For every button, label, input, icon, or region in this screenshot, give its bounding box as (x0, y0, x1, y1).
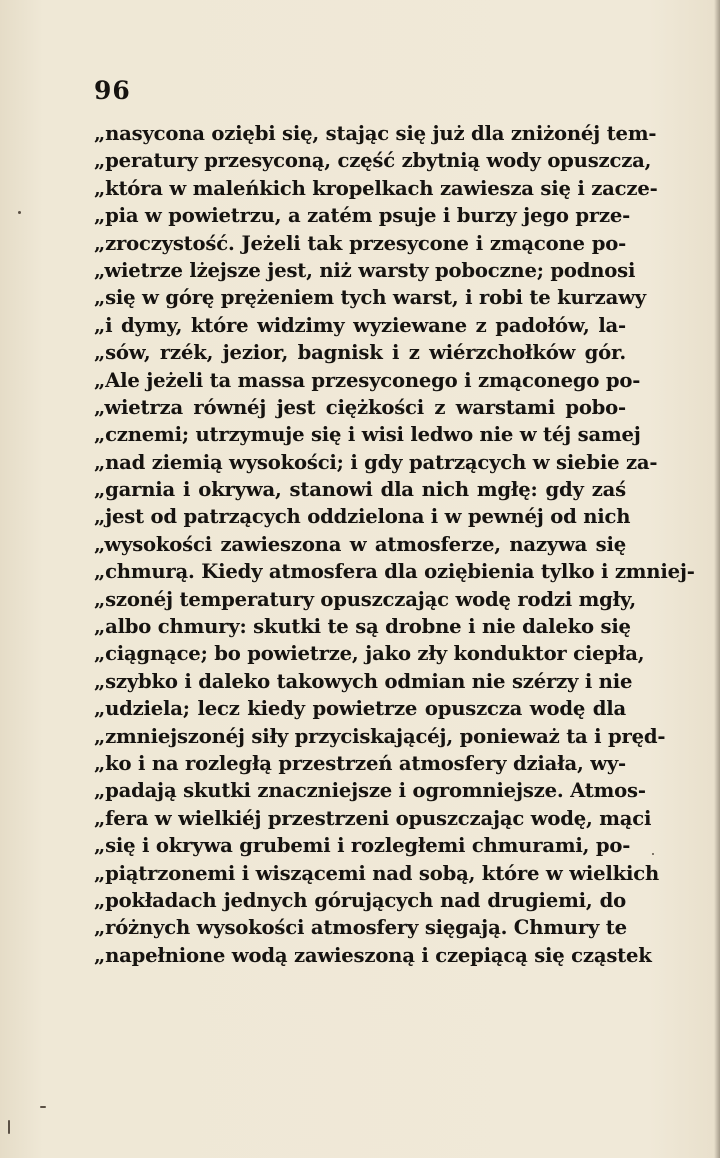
text-line: „zmniejszonéj siły przyciskającéj, ponieważ ta i pręd- (94, 724, 666, 748)
text-line: „nasycona oziębi się, stając się już dla zniżonéj tem- (94, 122, 657, 145)
text-line: „ko i na rozległą przestrzeń atmosfery działa, wy- (94, 751, 626, 775)
text-line: „chmurą. Kiedy atmosfera dla oziębienia tylko i zmniej- (94, 560, 695, 584)
text-line: „się w górę prężeniem tych warst, i robi te kurzawy (94, 286, 646, 310)
page-number: 96 (94, 76, 131, 105)
text-line: „jest od patrzących oddzielona i w pewnéj od nich (94, 505, 631, 529)
text-line: „pokładach jednych górujących nad drugiemi, do (94, 888, 626, 912)
paper-speck (652, 853, 654, 855)
text-line: „fera w wielkiéj przestrzeni opuszczając wodę, mąci (94, 806, 652, 830)
body-text (94, 120, 695, 969)
paper-speck (18, 211, 21, 214)
paper-speck (40, 1106, 46, 1108)
text-line: „peratury przesyconą, część zbytnią wody opuszcza, (94, 149, 652, 173)
text-line: „się i okrywa grubemi i rozległemi chmurami, po- (94, 834, 631, 858)
text-line: „piątrzonemi i wiszącemi nad sobą, które w wielkich (94, 861, 660, 885)
text-line: „sów, rzék, jezior, bagnisk i z wiérzchołków gór. (94, 341, 626, 365)
text-line: „napełnione wodą zawieszoną i czepiącą się cząstek (94, 943, 652, 967)
text-line: „szonéj temperatury opuszczając wodę rodzi mgły, (94, 587, 636, 611)
text-line: „wysokości zawieszona w atmosferze, nazywa się (94, 532, 626, 556)
page-binding-shadow (714, 0, 720, 1158)
text-line: „garnia i okrywa, stanowi dla nich mgłę: gdy zaś (94, 478, 626, 502)
text-line: „zroczystość. Jeżeli tak przesycone i zmącone po- (94, 231, 626, 255)
text-line: „Ale jeżeli ta massa przesyconego i zmąconego po- (94, 368, 641, 392)
text-line: „albo chmury: skutki te są drobne i nie daleko się (94, 615, 631, 639)
text-line: „wietrza równéj jest ciężkości z warstami pobo- (94, 395, 626, 419)
text-line: „pia w powietrzu, a zatém psuje i burzy jego prze- (94, 204, 631, 228)
text-line: „wietrze lżejsze jest, niż warsty poboczne; podnosi (94, 258, 636, 282)
paper-speck (8, 1120, 10, 1134)
text-line: „ciągnące; bo powietrze, jako zły konduktor ciepła, (94, 642, 645, 666)
text-line: „cznemi; utrzymuje się i wisi ledwo nie w téj samej (94, 423, 641, 447)
text-line: „która w maleńkich kropelkach zawiesza się i zacze- (94, 176, 658, 200)
text-line: „różnych wysokości atmosfery sięgają. Chmury te (94, 916, 627, 940)
text-line: „udziela; lecz kiedy powietrze opuszcza wodę dla (94, 697, 626, 721)
text-line: „szybko i daleko takowych odmian nie szérzy i nie (94, 669, 633, 693)
text-line: „i dymy, które widzimy wyziewane z padołów, la- (94, 313, 626, 337)
text-line: „nad ziemią wysokości; i gdy patrzących w siebie za- (94, 450, 658, 474)
text-line: „padają skutki znaczniejsze i ogromniejsze. Atmos- (94, 779, 646, 803)
